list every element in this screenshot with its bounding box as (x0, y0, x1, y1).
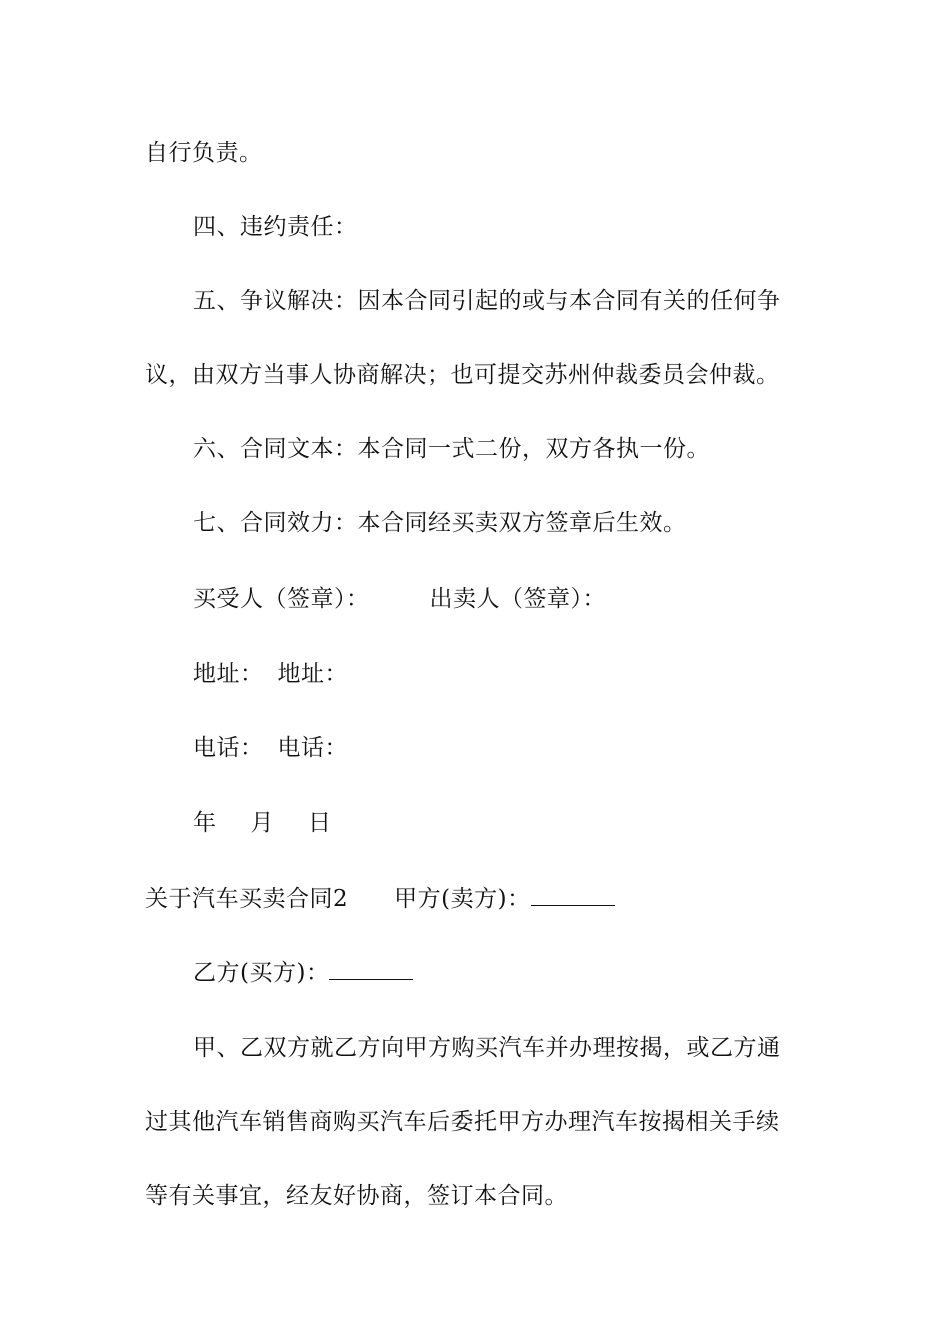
text-line: 甲、乙双方就乙方向甲方购买汽车并办理按揭，或乙方通 (193, 1035, 781, 1061)
party-b-row (193, 957, 858, 988)
section-heading-breach: 四、违约责任： (193, 214, 358, 240)
phone-row (193, 733, 858, 763)
seller-phone-label: 电话： (277, 735, 348, 761)
text-line: 过其他汽车销售商购买汽车后委托甲方办理汽车按揭相关手续 (145, 1109, 780, 1135)
text-line: 七、合同效力：本合同经买卖双方签章后生效。 (193, 510, 687, 536)
date-day-label: 日 (308, 810, 332, 836)
text-line: 等有关事宜，经友好协商，签订本合同。 (145, 1183, 568, 1209)
buyer-phone-label: 电话： (193, 735, 264, 761)
party-a-blank (531, 883, 615, 906)
buyer-signature-label: 买受人（签章）： (193, 586, 370, 612)
seller-address-label: 地址： (277, 661, 348, 687)
contract2-title: 关于汽车买卖合同2 (145, 886, 349, 912)
date-month-label: 月 (250, 810, 274, 836)
text-line: 议，由双方当事人协商解决；也可提交苏州仲裁委员会仲裁。 (145, 362, 780, 388)
buyer-address-label: 地址： (193, 661, 264, 687)
seller-signature-label: 出卖人（签章）： (429, 586, 606, 612)
party-b-label: 乙方(买方)： (193, 960, 330, 986)
signature-row (193, 584, 858, 614)
party-a-label: 甲方(卖方)： (394, 886, 531, 912)
text-line: 自行负责。 (145, 140, 263, 166)
date-row (193, 808, 858, 838)
contract2-title-row (145, 883, 810, 914)
text-line: 五、争议解决：因本合同引起的或与本合同有关的任何争 (193, 288, 781, 314)
date-year-label: 年 (193, 810, 217, 836)
address-row (193, 659, 858, 689)
party-b-blank (329, 957, 413, 980)
text-line: 六、合同文本：本合同一式二份，双方各执一份。 (193, 436, 710, 462)
